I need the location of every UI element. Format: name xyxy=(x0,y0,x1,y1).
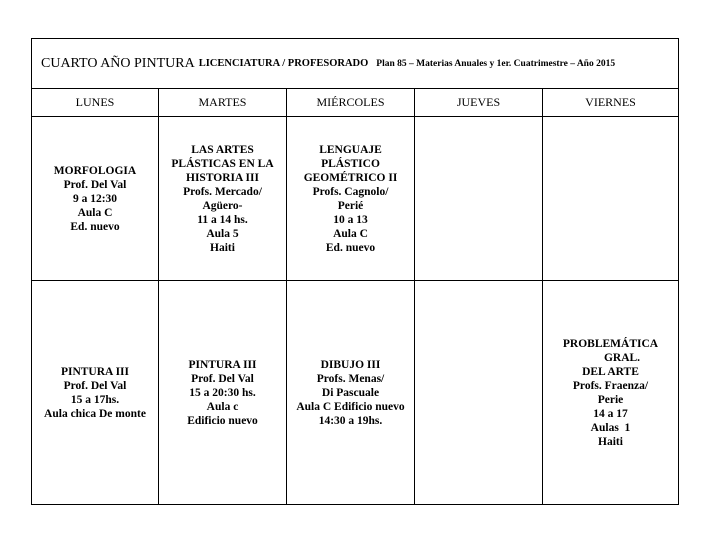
day-header-jueves: JUEVES xyxy=(415,89,543,117)
class-entry-line: Ed. nuevo xyxy=(325,241,376,254)
class-entry-line: PINTURA III xyxy=(60,366,130,378)
class-entry-line: Prof. Del Val xyxy=(63,380,127,392)
class-entry-line: DIBUJO III xyxy=(320,359,381,371)
class-entry-line: 14:30 a 19hs. xyxy=(318,415,383,427)
day-header-viernes: VIERNES xyxy=(543,89,678,117)
schedule-header xyxy=(32,39,678,89)
class-cell-lunes-1 xyxy=(32,117,159,281)
class-entry-line: PINTURA III xyxy=(188,359,257,371)
class-entry-line: Aula c xyxy=(206,401,239,413)
class-entry-line: Aula C Edificio nuevo xyxy=(296,401,405,413)
class-entry-line: 10 a 13 xyxy=(333,213,368,226)
class-entry-lines xyxy=(563,337,658,449)
class-entry-line: 15 a 20:30 hs. xyxy=(189,387,256,399)
class-entry-lines xyxy=(187,358,258,428)
class-entry-line: Aula 5 xyxy=(206,227,239,240)
class-entry-line: MORFOLOGIA xyxy=(53,164,137,177)
class-entry-line: Ed. nuevo xyxy=(70,220,120,233)
class-cell-viernes-2 xyxy=(543,281,678,505)
class-entry-line: Aula C xyxy=(333,227,368,240)
header-detail: Plan 85 – Materias Anuales y 1er. Cuatrimestre – Año 2015 xyxy=(376,58,616,69)
class-entry-line: Aulas 1 xyxy=(590,422,631,434)
class-entry-line: GRAL. xyxy=(580,352,641,364)
class-entry-line: 11 a 14 hs. xyxy=(197,213,248,226)
class-cell-martes-2 xyxy=(159,281,287,505)
schedule-table xyxy=(32,89,678,505)
class-entry-lines xyxy=(304,143,398,255)
day-header-martes: MARTES xyxy=(159,89,287,117)
class-entry-line: Profs. Mercado/ xyxy=(183,185,262,198)
schedule-sheet xyxy=(31,38,679,505)
class-cell-miercoles-1 xyxy=(287,117,415,281)
class-entry-line: Perié xyxy=(337,199,364,212)
class-entry-line: Edificio nuevo xyxy=(187,415,258,427)
class-entry-line: LENGUAJE xyxy=(319,143,382,156)
class-entry-line: PLÁSTICO xyxy=(321,157,380,170)
class-entry-line: Prof. Del Val xyxy=(191,373,254,385)
class-entry-line: Aula chica De monte xyxy=(44,408,146,420)
class-cell-lunes-2 xyxy=(32,281,159,505)
class-entry-line: Profs. Menas/ xyxy=(316,373,385,385)
day-header-miercoles: MIÉRCOLES xyxy=(287,89,415,117)
class-entry-line: Aula C xyxy=(77,206,113,219)
class-entry-line: LAS ARTES xyxy=(191,143,254,156)
class-entry-line: Haiti xyxy=(210,241,235,254)
day-header-lunes: LUNES xyxy=(32,89,159,117)
class-cell-jueves-1 xyxy=(415,117,543,281)
class-entry-line: Profs. Fraenza/ xyxy=(572,380,649,392)
class-entry-line: 9 a 12:30 xyxy=(72,192,118,205)
class-entry-lines xyxy=(44,365,146,421)
class-entry-line: Di Pascuale xyxy=(321,387,380,399)
class-entry-lines xyxy=(171,143,273,255)
class-cell-martes-1 xyxy=(159,117,287,281)
header-title: CUARTO AÑO PINTURA xyxy=(41,55,195,71)
class-entry-line: PROBLEMÁTICA xyxy=(562,338,659,350)
class-entry-lines xyxy=(54,164,136,234)
class-entry-line: 14 a 17 xyxy=(593,408,628,420)
class-entry-line: Profs. Cagnolo/ xyxy=(312,185,389,198)
class-entry-line: DEL ARTE xyxy=(582,366,639,378)
class-entry-line: Perie xyxy=(597,394,624,406)
class-entry-line: HISTORIA III xyxy=(186,171,259,184)
class-entry-line: Haiti xyxy=(598,436,623,448)
class-entry-line: PLÁSTICAS EN LA xyxy=(171,157,274,170)
class-cell-miercoles-2 xyxy=(287,281,415,505)
class-cell-jueves-2 xyxy=(415,281,543,505)
header-subtitle: LICENCIATURA / PROFESORADO xyxy=(198,58,369,69)
class-entry-line: GEOMÉTRICO II xyxy=(303,171,398,184)
class-cell-viernes-1 xyxy=(543,117,678,281)
class-entry-line: Agüero- xyxy=(202,199,243,212)
class-entry-line: 15 a 17hs. xyxy=(70,394,120,406)
class-entry-lines xyxy=(296,358,404,428)
class-entry-line: Prof. Del Val xyxy=(63,178,127,191)
